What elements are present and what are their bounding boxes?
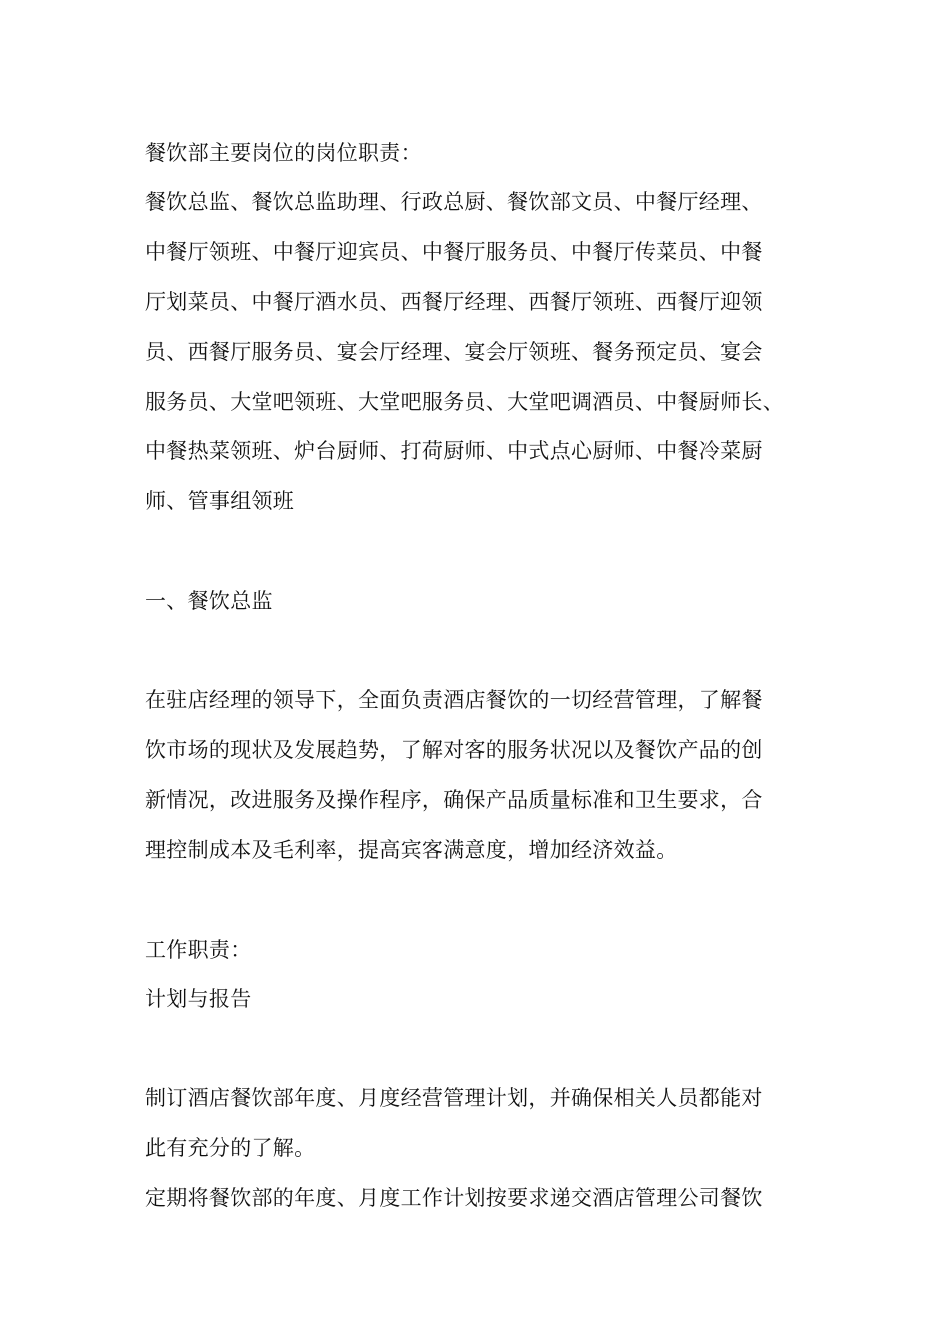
position-list-line: 中餐热菜领班、炉台厨师、打荷厨师、中式点心厨师、中餐冷菜厨 — [145, 439, 763, 463]
duty-line: 制订酒店餐饮部年度、月度经营管理计划，并确保相关人员都能对 — [145, 1086, 763, 1110]
position-list-line: 员、西餐厅服务员、宴会厅经理、宴会厅领班、餐务预定员、宴会 — [145, 340, 763, 364]
summary-line: 新情况，改进服务及操作程序，确保产品质量标准和卫生要求，合 — [145, 788, 763, 812]
position-list-line: 餐饮总监、餐饮总监助理、行政总厨、餐饮部文员、中餐厅经理、 — [145, 190, 763, 214]
position-list-line: 服务员、大堂吧领班、大堂吧服务员、大堂吧调酒员、中餐厨师长、 — [145, 390, 784, 414]
position-list-line: 厅划菜员、中餐厅酒水员、西餐厅经理、西餐厅领班、西餐厅迎领 — [145, 290, 763, 314]
intro-heading: 餐饮部主要岗位的岗位职责： — [145, 141, 422, 165]
duties-heading: 工作职责： — [145, 938, 252, 962]
duty-line: 定期将餐饮部的年度、月度工作计划按要求递交酒店管理公司餐饮 — [145, 1186, 763, 1210]
duties-subheading: 计划与报告 — [145, 987, 252, 1011]
duty-line: 此有充分的了解。 — [145, 1136, 316, 1160]
section-title: 一、餐饮总监 — [145, 589, 273, 613]
summary-line: 在驻店经理的领导下，全面负责酒店餐饮的一切经营管理，了解餐 — [145, 688, 763, 712]
summary-line: 饮市场的现状及发展趋势，了解对客的服务状况以及餐饮产品的创 — [145, 738, 763, 762]
position-list-line: 中餐厅领班、中餐厅迎宾员、中餐厅服务员、中餐厅传菜员、中餐 — [145, 240, 763, 264]
position-list-line: 师、管事组领班 — [145, 489, 295, 513]
summary-line: 理控制成本及毛利率，提高宾客满意度，增加经济效益。 — [145, 838, 678, 862]
